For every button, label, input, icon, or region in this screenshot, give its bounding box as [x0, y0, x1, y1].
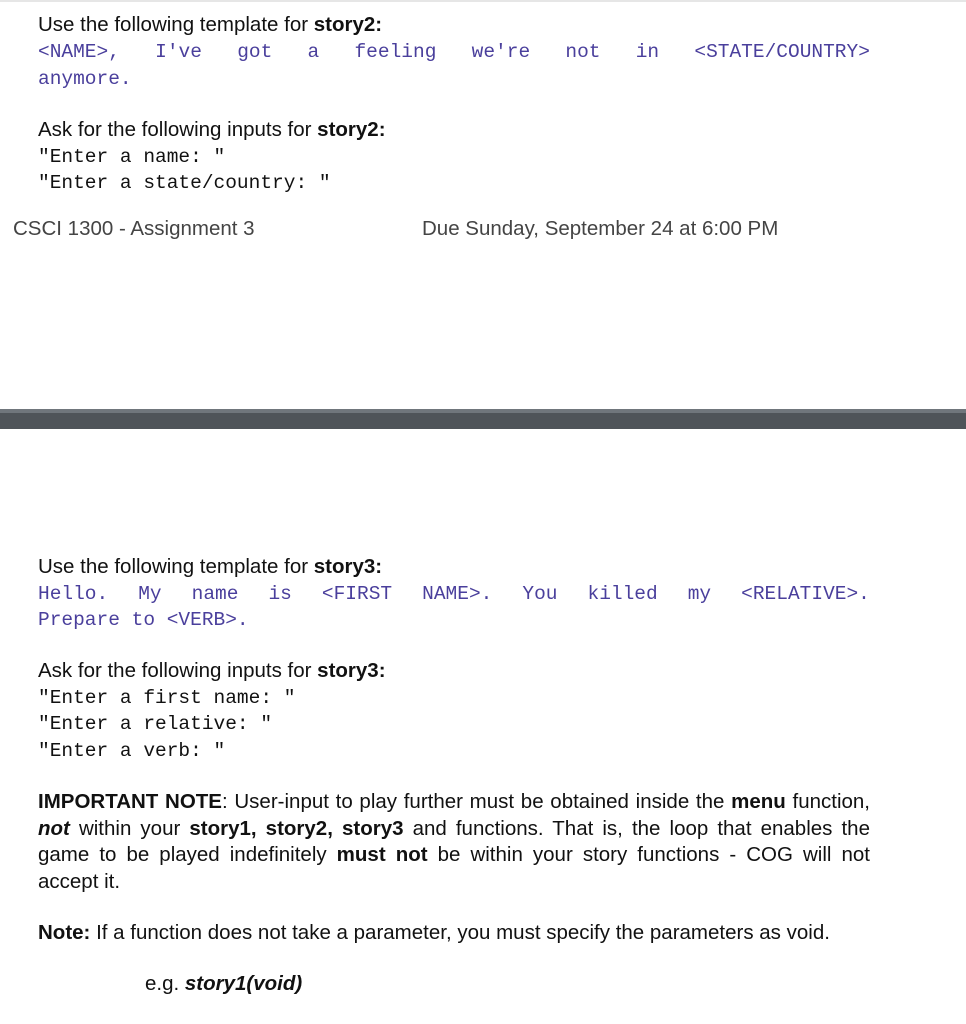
template-word: Hello.: [38, 583, 109, 605]
note-text: be within your story functions - COG will not accept it.: [38, 843, 870, 893]
important-note-label: IMPORTANT NOTE: [38, 790, 222, 813]
template-word: name: [191, 583, 239, 605]
template-word: got: [237, 41, 273, 63]
example-code: story1(void): [184, 972, 303, 995]
must-not-keyword: must not: [336, 843, 428, 866]
heading-bold: story2:: [313, 13, 383, 36]
heading-bold: story3:: [313, 555, 383, 578]
story3-prompt-relative: "Enter a relative: ": [38, 713, 273, 735]
heading-text: Ask for the following inputs for: [38, 659, 318, 682]
story3-template-line-1: [38, 583, 870, 605]
not-keyword: not: [38, 816, 70, 840]
template-word: my: [687, 583, 712, 605]
template-word: NAME>.: [422, 583, 493, 605]
story-functions-keyword: story1, story2, story3: [189, 816, 404, 840]
note-text: within your: [69, 816, 190, 840]
important-note-paragraph: [38, 789, 870, 895]
template-word: killed: [587, 583, 658, 605]
story3-prompt-first-name: "Enter a first name: ": [38, 687, 296, 709]
menu-keyword: menu: [731, 790, 786, 813]
heading-text: Use the following template for: [38, 555, 314, 578]
story3-prompt-verb: "Enter a verb: ": [38, 740, 226, 762]
story3-inputs-heading: [38, 659, 386, 683]
note-text: If a function does not take a parameter, you must specify the parameters as void.: [90, 921, 830, 944]
void-note-paragraph: [38, 920, 870, 947]
story2-template-line-1: [38, 41, 870, 63]
template-word: My: [138, 583, 162, 605]
template-word: we're: [471, 41, 531, 63]
top-border: [0, 0, 966, 2]
template-word: <STATE/COUNTRY>: [694, 41, 870, 63]
note-text: function,: [785, 790, 871, 813]
note-label: Note:: [38, 921, 91, 944]
story2-template-line-2: anymore.: [38, 68, 132, 90]
heading-bold: story3:: [317, 659, 386, 682]
template-word: <FIRST: [321, 583, 393, 605]
note-text: : User-input to play further must be obtained inside the: [221, 790, 732, 813]
template-word: You: [522, 583, 558, 605]
example-prefix: e.g.: [145, 972, 185, 995]
story2-inputs-heading: [38, 118, 386, 142]
heading-text: Ask for the following inputs for: [38, 118, 318, 141]
story2-prompt-name: "Enter a name: ": [38, 146, 226, 168]
story3-template-line-2: Prepare to <VERB>.: [38, 609, 249, 631]
note-text: and functions. That is, the loop that enables the game to be played indefinitely: [38, 816, 870, 866]
footer-due-date: Due Sunday, September 24 at 6:00 PM: [422, 217, 779, 240]
template-word: a: [307, 41, 320, 63]
template-word: is: [268, 583, 292, 605]
story2-template-heading: [38, 13, 382, 37]
template-word: <RELATIVE>.: [741, 583, 870, 605]
template-word: I've: [155, 41, 202, 63]
template-word: <NAME>,: [38, 41, 120, 63]
page-separator: [0, 409, 966, 429]
story2-prompt-state: "Enter a state/country: ": [38, 172, 331, 194]
template-word: feeling: [354, 41, 437, 63]
template-word: not: [565, 41, 601, 63]
template-word: in: [635, 41, 660, 63]
heading-bold: story2:: [317, 118, 386, 141]
example-line: [145, 972, 302, 996]
heading-text: Use the following template for: [38, 13, 314, 36]
story3-template-heading: [38, 555, 382, 579]
footer-course: CSCI 1300 - Assignment 3: [13, 217, 255, 240]
